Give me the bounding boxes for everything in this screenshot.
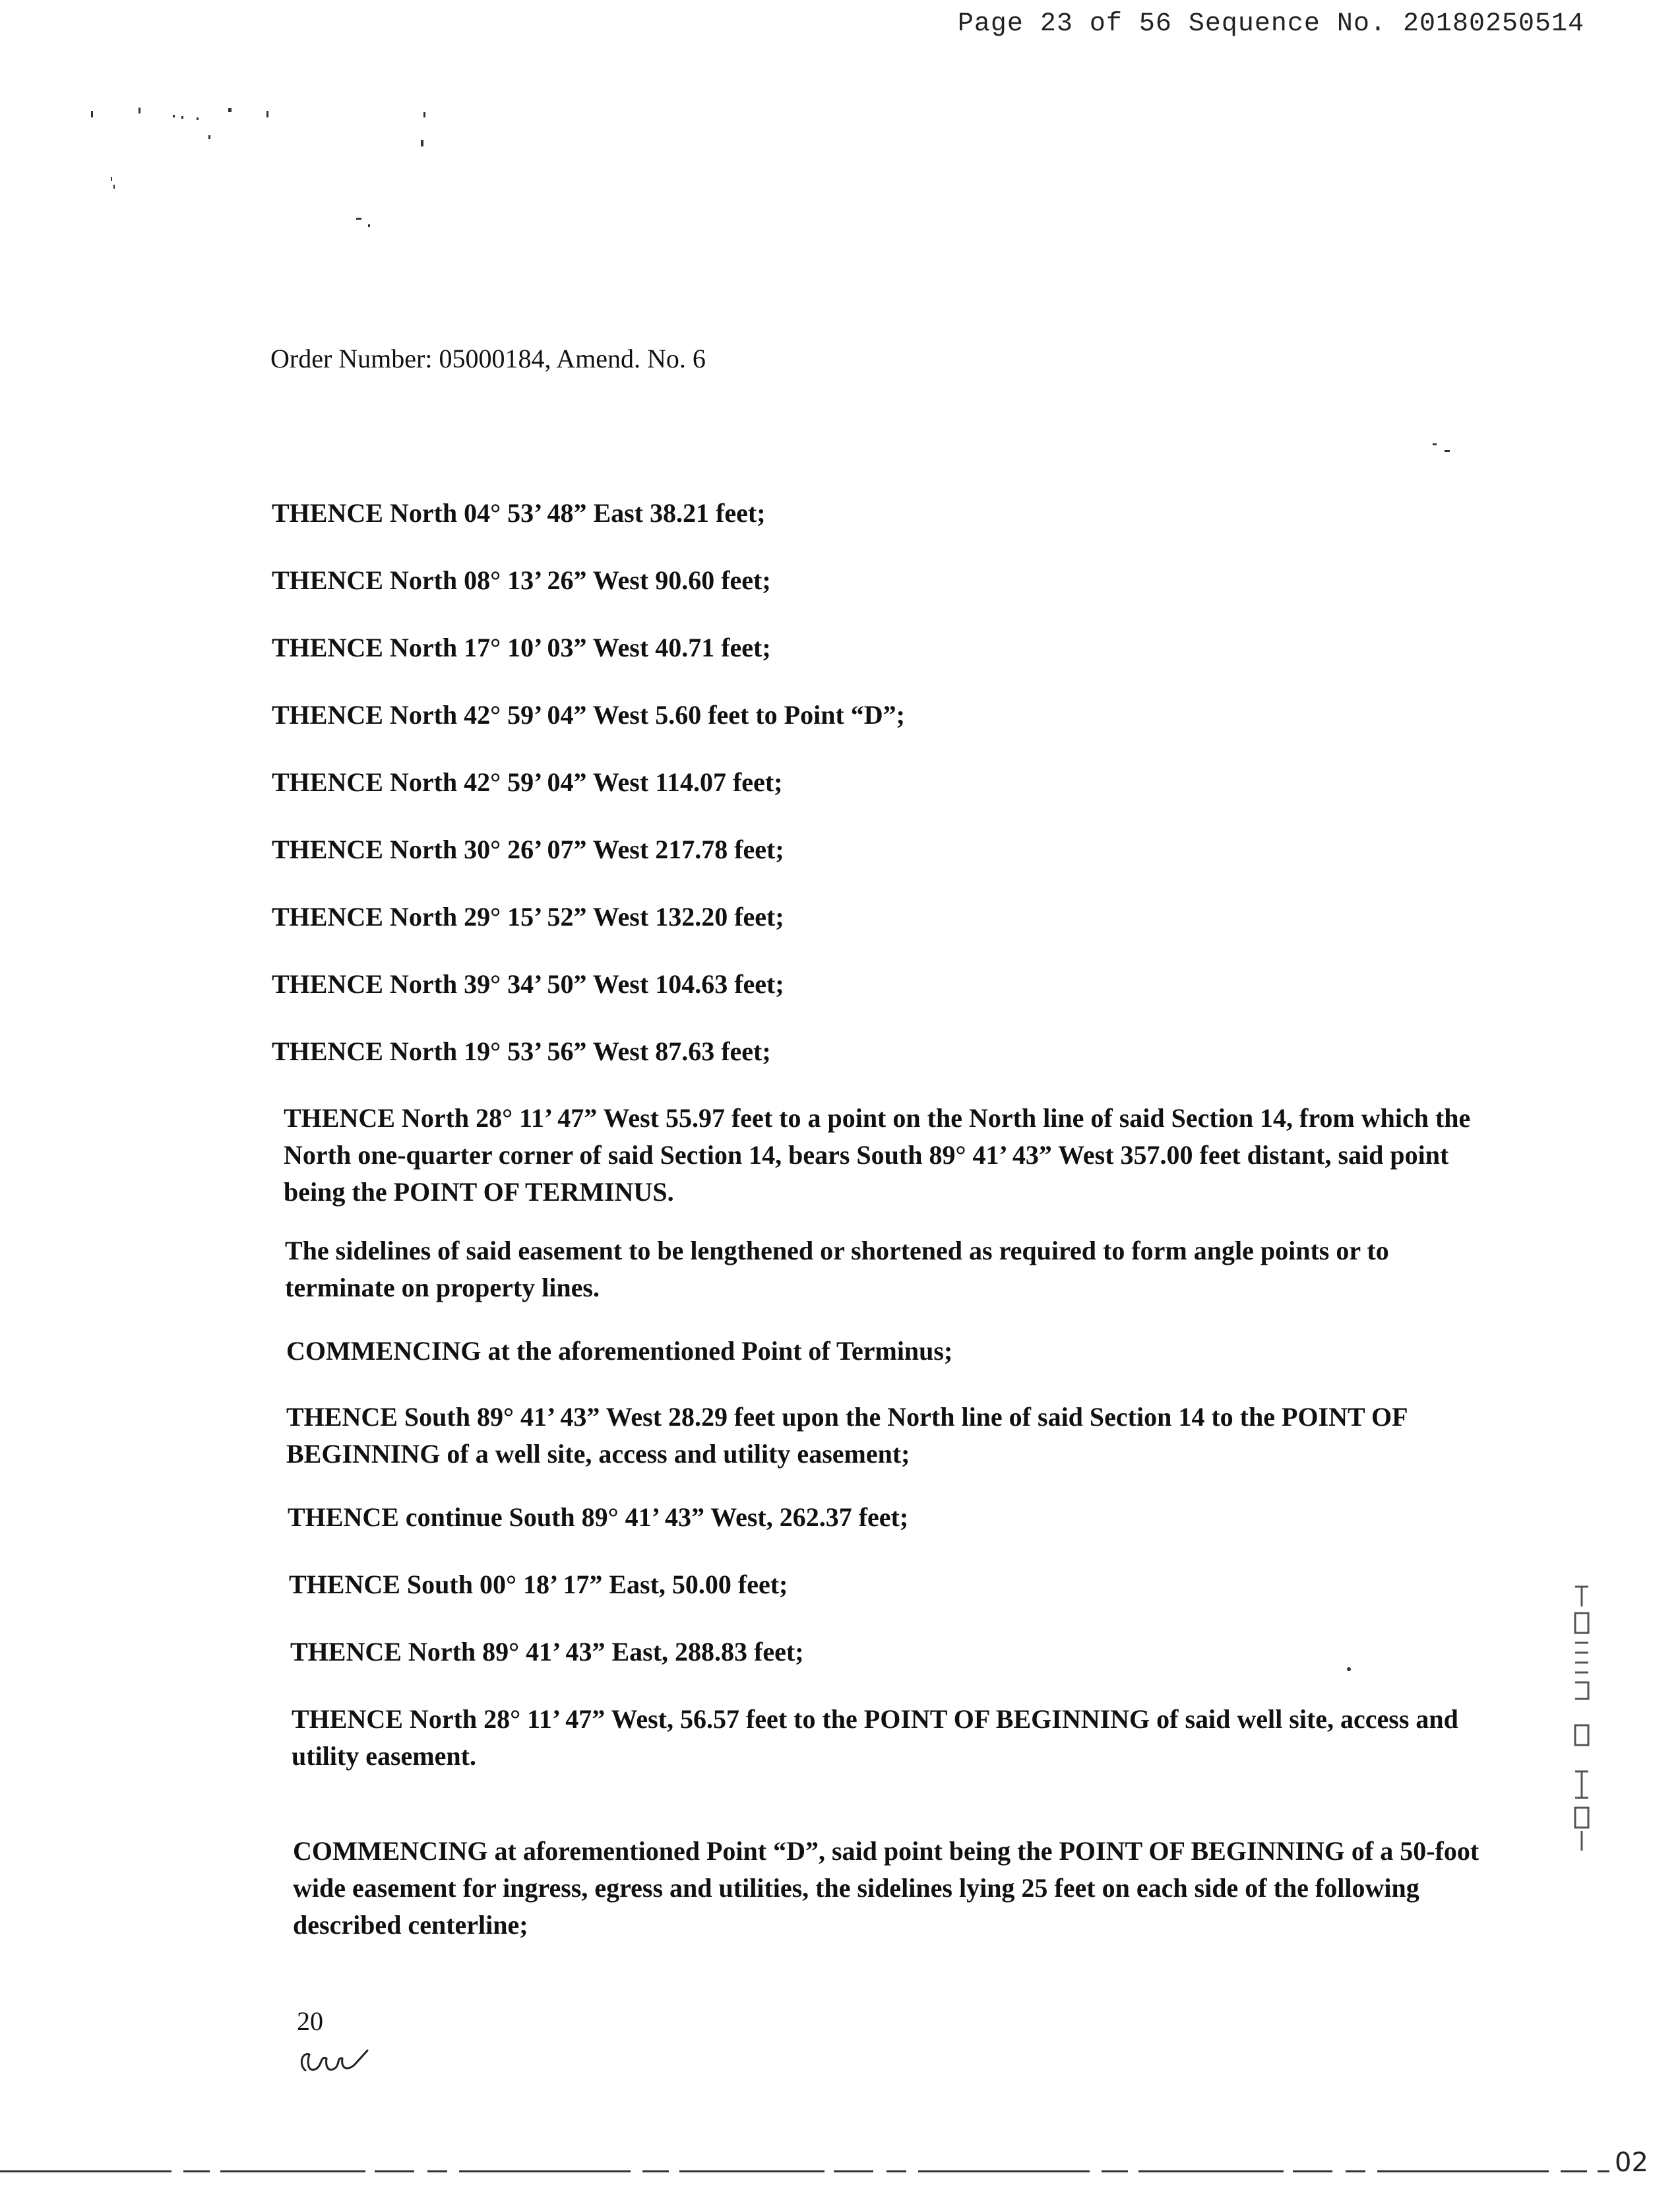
legal-description-line: THENCE North 42° 59’ 04” West 114.07 feet; — [272, 767, 783, 797]
legal-description-paragraph: THENCE South 89° 41’ 43” West 28.29 feet upon the North line of said Section 14 to the POINT OF BEGINNING of a well site, access and utility easement; — [286, 1402, 1408, 1469]
legal-description-line: THENCE North 42° 59’ 04” West 5.60 feet to Point “D”; — [272, 700, 905, 730]
footer-dashed-rule — [0, 2167, 1609, 2175]
handwritten-initials — [294, 2039, 379, 2085]
legal-description-paragraph: THENCE North 28° 11’ 47” West 55.97 feet to a point on the North line of said Section 14, from which the North one-quarter corner of said Section 14, bears South 89° 41’ 43” West 357.00 feet distant, said point being the POINT OF TERMINUS. — [284, 1103, 1471, 1207]
order-number-label: Order Number: — [270, 344, 433, 373]
legal-description-line: THENCE North 17° 10’ 03” West 40.71 feet; — [272, 633, 771, 662]
legal-description-line: COMMENCING at the aforementioned Point of Terminus; — [286, 1336, 953, 1366]
order-number-value: 05000184, Amend. No. 6 — [439, 344, 706, 373]
scan-speck-dot — [1346, 1666, 1352, 1672]
legal-description-line: THENCE continue South 89° 41’ 43” West, 262.37 feet; — [288, 1502, 909, 1532]
legal-description-paragraph: The sidelines of said easement to be lengthened or shortened as required to form angle points or to terminate on property lines. — [285, 1236, 1389, 1302]
vertical-recording-stamp — [1569, 1580, 1595, 1857]
legal-description-line: THENCE North 29° 15’ 52” West 132.20 feet; — [272, 902, 784, 932]
legal-description-line: THENCE North 08° 13’ 26” West 90.60 feet; — [272, 565, 771, 595]
legal-description-paragraph: COMMENCING at aforementioned Point “D”, said point being the POINT OF BEGINNING of a 50-foot wide easement for ingress, egress and utilities, the sidelines lying 25 feet on each side of the following described centerline; — [293, 1836, 1479, 1940]
order-number — [270, 343, 706, 374]
scan-specks — [0, 0, 462, 264]
legal-description-line: THENCE North 04° 53’ 48” East 38.21 feet; — [272, 498, 766, 528]
scan-speck-right — [1431, 442, 1471, 455]
legal-description-paragraph: THENCE North 28° 11’ 47” West, 56.57 feet to the POINT OF BEGINNING of said well site, access and utility easement. — [292, 1704, 1458, 1771]
corner-handwritten-mark: 02 — [1615, 2147, 1648, 2178]
legal-description-line: THENCE North 89° 41’ 43” East, 288.83 feet; — [290, 1637, 804, 1667]
page-number: 20 — [297, 2006, 323, 2036]
legal-description-line: THENCE North 19° 53’ 56” West 87.63 feet; — [272, 1036, 771, 1066]
legal-description-line: THENCE North 30° 26’ 07” West 217.78 feet; — [272, 835, 784, 864]
legal-description-line: THENCE North 39° 34’ 50” West 104.63 feet; — [272, 969, 784, 999]
page-sequence-header: Page 23 of 56 Sequence No. 20180250514 — [957, 9, 1584, 39]
legal-description-line: THENCE South 00° 18’ 17” East, 50.00 feet; — [289, 1570, 788, 1599]
